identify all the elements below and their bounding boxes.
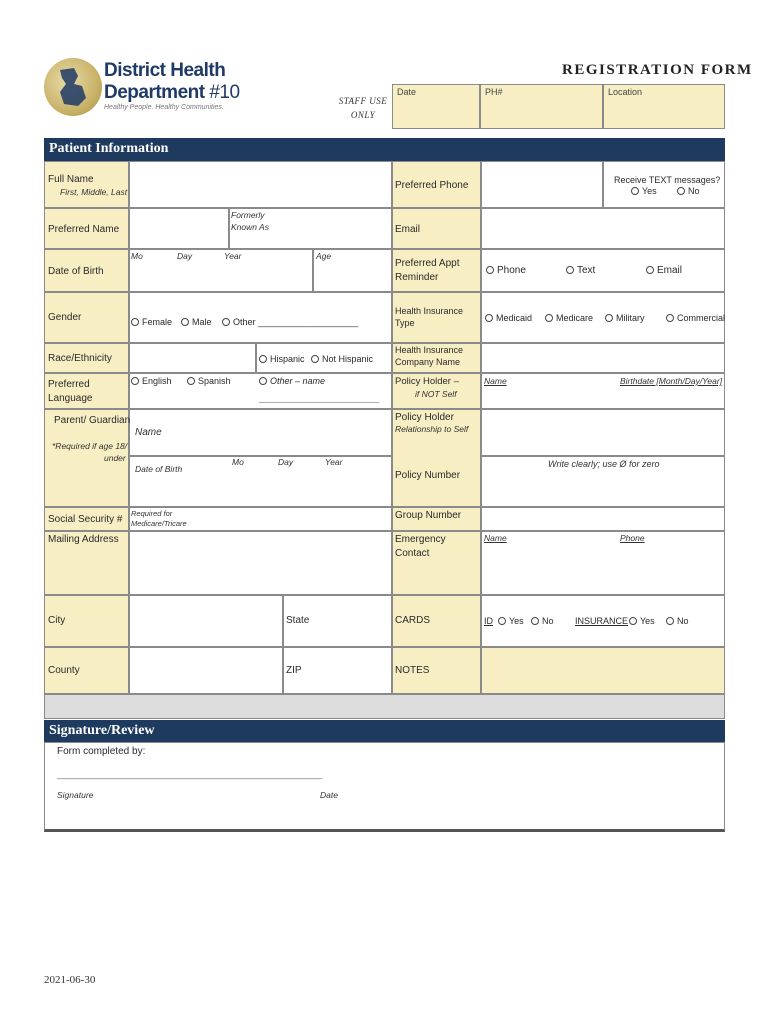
appt-label-1: Preferred Appt: [395, 258, 460, 269]
ins-yes-label: Yes: [640, 616, 655, 626]
logo-number: #10: [209, 82, 240, 103]
staff-ph-field[interactable]: [480, 84, 603, 129]
radio-icon: [131, 377, 139, 385]
staff-location-field[interactable]: [603, 84, 725, 129]
radio-icon: [187, 377, 195, 385]
preferred-name-label: Preferred Name: [48, 224, 120, 235]
guardian-dob-label: Date of Birth: [135, 464, 183, 474]
spanish-option[interactable]: [187, 376, 231, 386]
full-name-field[interactable]: [129, 161, 392, 208]
hi-company-field[interactable]: [481, 343, 725, 373]
guardian-mo: Mo: [232, 457, 244, 467]
policy-holder-label-2: if NOT Self: [415, 389, 457, 399]
mailing-address-field[interactable]: [129, 531, 392, 595]
formerly-label: Formerly: [231, 210, 265, 220]
remind-email-option[interactable]: [646, 265, 682, 276]
hispanic-label: Hispanic: [270, 354, 305, 364]
remind-email-label: Email: [657, 265, 683, 276]
radio-icon: [631, 187, 639, 195]
ssn-req-2: Medicare/Tricare: [131, 519, 187, 528]
military-option[interactable]: [605, 313, 645, 323]
radio-icon: [629, 617, 637, 625]
hi-company-label-1: Health Insurance: [395, 345, 464, 355]
radio-icon: [498, 617, 506, 625]
preferred-name-field[interactable]: [129, 208, 229, 249]
medicare-label: Medicare: [556, 313, 594, 323]
dob-day: Day: [177, 251, 193, 261]
mailing-label: Mailing Address: [48, 534, 119, 545]
pref-phone-field[interactable]: [481, 161, 603, 208]
hi-type-label-2: Type: [395, 318, 415, 328]
state-label: State: [286, 615, 310, 626]
remind-text-option[interactable]: [566, 265, 595, 276]
staff-ph-label: PH#: [485, 87, 503, 97]
write-clearly-note: Write clearly; use Ø for zero: [548, 459, 660, 469]
text-yes-option[interactable]: [631, 186, 657, 196]
radio-icon: [646, 266, 654, 274]
text-no-option[interactable]: [677, 186, 700, 196]
language-label-2: Language: [48, 393, 93, 404]
guardian-day: Day: [278, 457, 294, 467]
remind-text-label: Text: [577, 265, 596, 276]
group-number-label: Group Number: [395, 510, 462, 521]
id-yes-label: Yes: [509, 616, 524, 626]
required-age-1: *Required if age 18/: [52, 441, 128, 451]
text-no-label: No: [688, 186, 700, 196]
radio-icon: [531, 617, 539, 625]
radio-icon: [486, 266, 494, 274]
guardian-name-field[interactable]: [129, 409, 392, 456]
commercial-option[interactable]: [666, 313, 725, 323]
spacer-band: [44, 694, 725, 719]
signature-date-label: Date: [320, 790, 338, 800]
guardian-year: Year: [325, 457, 343, 467]
logo-line-1: District Health: [104, 60, 226, 81]
age-label: Age: [316, 251, 332, 261]
pref-phone-label: Preferred Phone: [395, 180, 469, 191]
medicare-option[interactable]: [545, 313, 593, 323]
city-label: City: [48, 615, 66, 626]
policy-rel-label-1: Policy Holder: [395, 412, 454, 423]
full-name-sub: First, Middle, Last: [60, 187, 128, 197]
radio-icon: [259, 355, 267, 363]
radio-icon: [545, 314, 553, 322]
id-yes-option[interactable]: [498, 616, 524, 626]
remind-phone-label: Phone: [497, 265, 526, 276]
medicaid-option[interactable]: [485, 313, 532, 323]
ins-no-label: No: [677, 616, 689, 626]
other-language-option[interactable]: [259, 376, 325, 386]
ec-name-label: Name: [484, 533, 507, 543]
city-field[interactable]: [129, 595, 283, 647]
dob-mo: Mo: [131, 251, 143, 261]
female-label: Female: [142, 317, 173, 327]
footer-date: 2021-06-30: [44, 974, 96, 986]
spanish-label: Spanish: [198, 376, 231, 386]
known-as-label: Known As: [231, 222, 269, 232]
staff-date-field[interactable]: [392, 84, 480, 129]
required-age-2: under: [104, 453, 126, 463]
county-label: County: [48, 665, 80, 676]
staff-use-label: STAFF USE ONLY: [338, 96, 388, 120]
commercial-label: Commercial: [677, 313, 726, 323]
radio-icon: [259, 377, 267, 385]
appt-label-cell: [392, 249, 481, 292]
zip-label: ZIP: [286, 665, 302, 676]
medicaid-label: Medicaid: [496, 313, 533, 323]
not-hispanic-option[interactable]: [311, 354, 373, 364]
completed-by-label: Form completed by:: [57, 746, 146, 757]
id-no-label: No: [542, 616, 554, 626]
policy-holder-name-label: Name: [484, 376, 507, 386]
radio-icon: [677, 187, 685, 195]
staff-date-label: Date: [397, 87, 417, 97]
text-yes-label: Yes: [642, 186, 657, 196]
policy-holder-label-1: Policy Holder –: [395, 376, 459, 387]
ins-no-option[interactable]: [666, 616, 689, 626]
appt-label-2: Reminder: [395, 272, 439, 283]
radio-icon: [131, 318, 139, 326]
male-label: Male: [192, 317, 212, 327]
radio-icon: [666, 314, 674, 322]
policy-number-label: Policy Number: [395, 470, 461, 481]
guardian-name-label: Name: [135, 427, 162, 438]
military-label: Military: [616, 313, 645, 323]
ins-yes-option[interactable]: [629, 616, 655, 626]
dob-label: Date of Birth: [48, 266, 104, 277]
county-field[interactable]: [129, 647, 283, 694]
emergency-label-1: Emergency: [395, 534, 446, 545]
notes-field[interactable]: [481, 647, 725, 694]
gender-other-option[interactable]: [222, 317, 358, 327]
dob-field[interactable]: [129, 249, 313, 292]
radio-icon: [566, 266, 574, 274]
radio-icon: [311, 355, 319, 363]
hispanic-option[interactable]: [259, 354, 305, 364]
hi-type-label-1: Health Insurance: [395, 306, 464, 316]
race-field[interactable]: [129, 343, 256, 373]
signature-box[interactable]: [44, 742, 725, 832]
gender-female-option[interactable]: [131, 317, 172, 327]
radio-icon: [605, 314, 613, 322]
signature-section-header: Signature/Review: [44, 720, 725, 743]
gender-male-option[interactable]: [181, 317, 212, 327]
gender-label: Gender: [48, 312, 82, 323]
michigan-icon: [52, 64, 92, 110]
cards-label: CARDS: [395, 615, 431, 626]
signature-line: _____________________________________________________: [57, 769, 323, 779]
emergency-contact-field[interactable]: [481, 531, 725, 595]
other-label: Other ____________________: [233, 317, 359, 327]
other-language-line: ___________________________: [259, 394, 380, 403]
cards-insurance-label: INSURANCE: [575, 616, 629, 626]
parent-label: Parent/ Guardian: [54, 415, 131, 426]
policy-rel-label-2: Relationship to Self: [395, 424, 469, 434]
ssn-req-1: Required for: [131, 509, 173, 518]
notes-label: NOTES: [395, 665, 430, 676]
remind-phone-option[interactable]: [486, 265, 526, 276]
hi-company-label-2: Company Name: [395, 357, 461, 367]
email-field[interactable]: [481, 208, 725, 249]
staff-location-label: Location: [608, 87, 643, 97]
race-label: Race/Ethnicity: [48, 353, 112, 364]
english-option[interactable]: [131, 376, 172, 386]
full-name-label: Full Name: [48, 174, 94, 185]
signature-label: Signature: [57, 790, 94, 800]
form-title: REGISTRATION FORM: [562, 62, 753, 78]
logo-line-2: Department: [104, 82, 205, 103]
language-label-1: Preferred: [48, 379, 90, 390]
cards-id-label: ID: [484, 616, 493, 626]
dob-year: Year: [224, 251, 242, 261]
patient-section-header: Patient Information: [44, 138, 725, 161]
policy-holder-birthdate-label: Birthdate [Month/Day/Year]: [620, 376, 723, 386]
id-no-option[interactable]: [531, 616, 554, 626]
policy-relationship-field[interactable]: [481, 409, 725, 456]
logo-tagline: Healthy People. Healthy Communities.: [104, 104, 224, 111]
radio-icon: [222, 318, 230, 326]
emergency-label-2: Contact: [395, 548, 430, 559]
logo: [104, 60, 240, 111]
receive-text-label: Receive TEXT messages?: [614, 175, 721, 185]
radio-icon: [485, 314, 493, 322]
other-language-label: Other – name: [270, 376, 326, 386]
radio-icon: [666, 617, 674, 625]
not-hispanic-label: Not Hispanic: [322, 354, 374, 364]
email-label: Email: [395, 224, 421, 235]
ec-phone-label: Phone: [620, 533, 645, 543]
english-label: English: [142, 376, 172, 386]
group-number-field[interactable]: [481, 507, 725, 531]
radio-icon: [181, 318, 189, 326]
ssn-label: Social Security #: [48, 514, 123, 525]
